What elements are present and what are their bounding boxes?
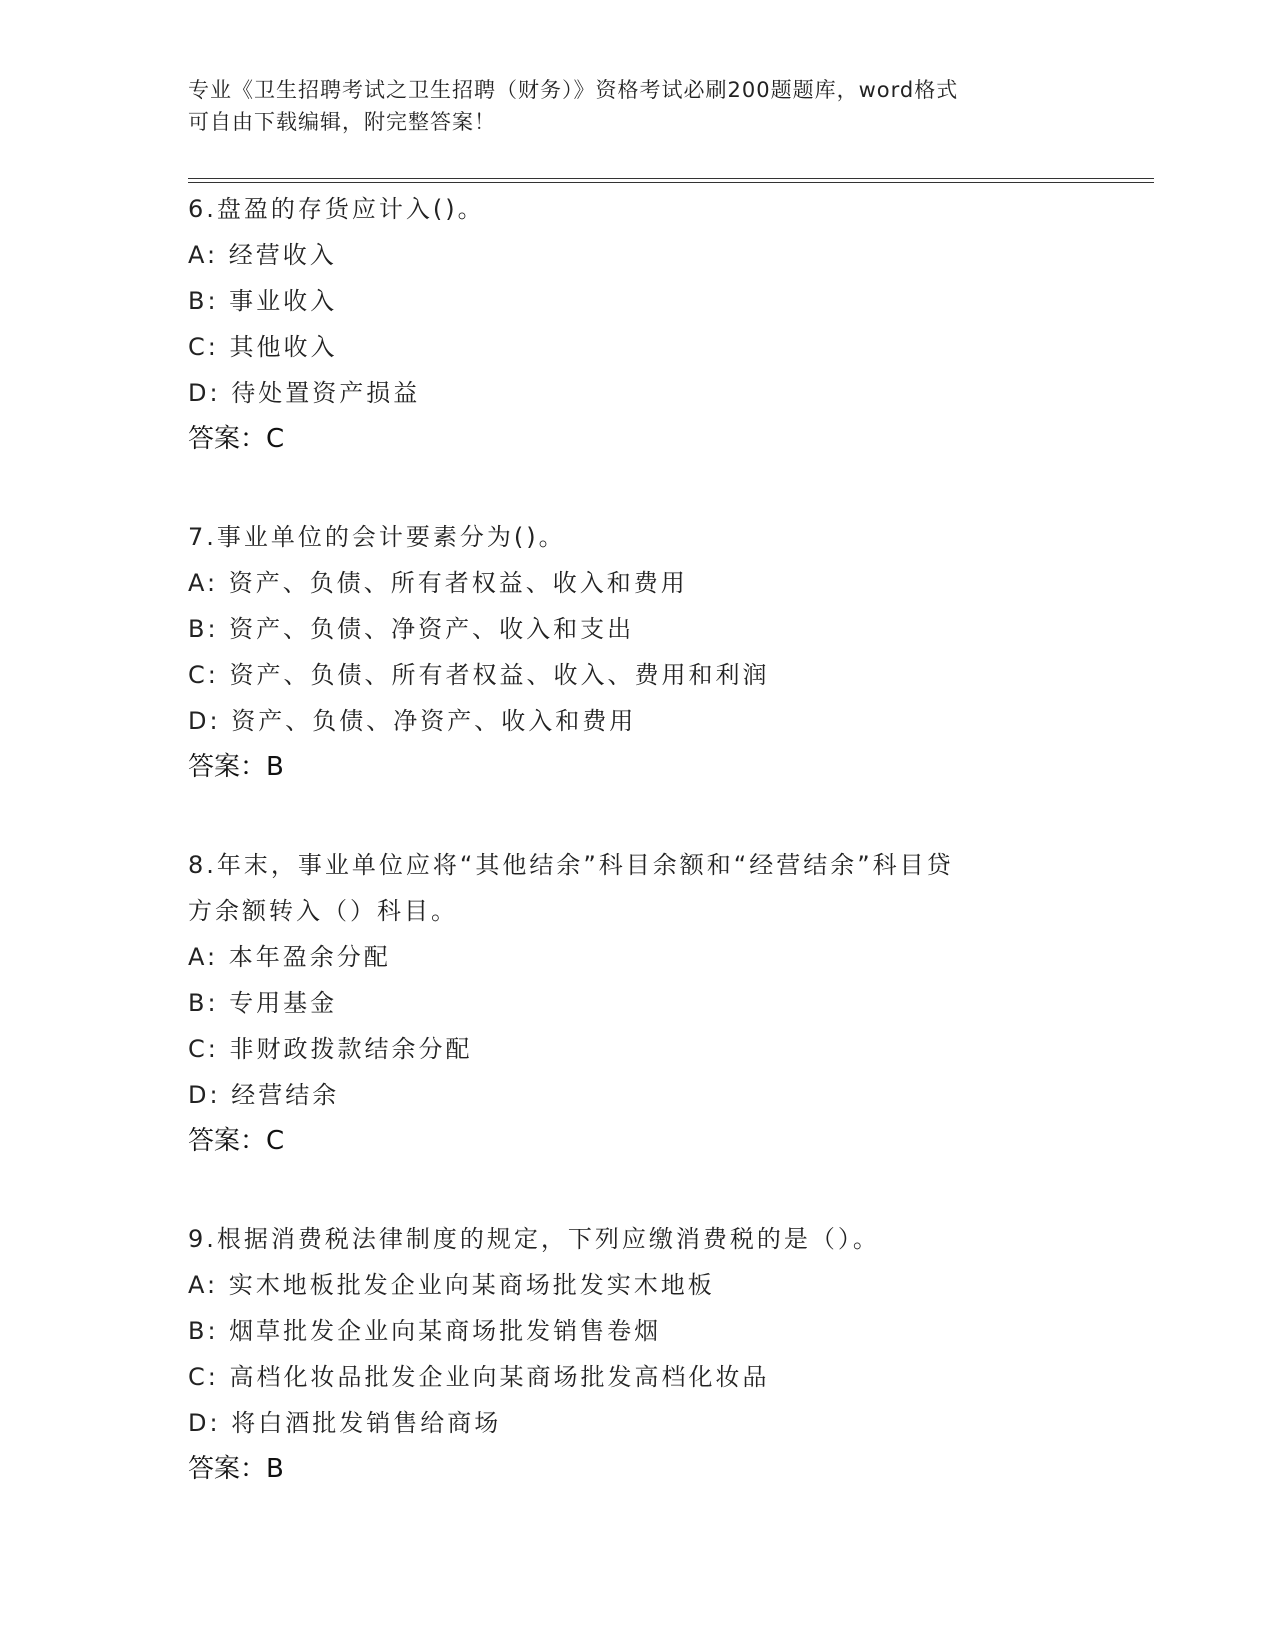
option-a: A: 资产、负债、所有者权益、收入和费用	[188, 569, 688, 597]
document-header	[188, 74, 1088, 138]
header-divider-top	[188, 178, 1154, 179]
question-stem	[188, 514, 1088, 560]
option-d: D: 经营结余	[188, 1081, 340, 1109]
header-line-1: 专业《卫生招聘考试之卫生招聘（财务）》资格考试必刷200题题库，word格式	[188, 78, 959, 102]
question-list	[188, 186, 1088, 1492]
option-a: A: 本年盈余分配	[188, 943, 391, 971]
option-c: C: 高档化妆品批发企业向某商场批发高档化妆品	[188, 1363, 770, 1391]
header-line-2: 可自由下载编辑，附完整答案！	[188, 110, 496, 134]
question-8	[188, 842, 1088, 1164]
option-b: B: 资产、负债、净资产、收入和支出	[188, 615, 635, 643]
option-d: D: 待处置资产损益	[188, 379, 421, 407]
question-stem-line: 8.年末，事业单位应将“其他结余”科目余额和“经营结余”科目贷	[188, 851, 954, 879]
option-b: B: 烟草批发企业向某商场批发销售卷烟	[188, 1317, 662, 1345]
option-b: B: 专用基金	[188, 989, 338, 1017]
question-stem-line: 方余额转入（）科目。	[188, 897, 458, 925]
answer: 答案：B	[188, 1454, 284, 1484]
question-stem-line: 7.事业单位的会计要素分为()。	[188, 523, 566, 551]
answer: 答案：B	[188, 752, 284, 782]
option-b: B: 事业收入	[188, 287, 338, 315]
question-stem-line: 6.盘盈的存货应计入()。	[188, 195, 485, 223]
option-c: C: 资产、负债、所有者权益、收入、费用和利润	[188, 661, 770, 689]
option-a: A: 实木地板批发企业向某商场批发实木地板	[188, 1271, 715, 1299]
question-stem-line: 9.根据消费税法律制度的规定，下列应缴消费税的是（）。	[188, 1225, 880, 1253]
option-c: C: 非财政拨款结余分配	[188, 1035, 473, 1063]
option-d: D: 将白酒批发销售给商场	[188, 1409, 502, 1437]
question-stem	[188, 1216, 1088, 1262]
question-6	[188, 186, 1088, 462]
header-divider-bottom	[188, 182, 1154, 183]
answer: 答案：C	[188, 1126, 285, 1156]
question-stem	[188, 842, 1088, 934]
question-7	[188, 514, 1088, 790]
answer: 答案：C	[188, 424, 285, 454]
option-c: C: 其他收入	[188, 333, 338, 361]
question-stem	[188, 186, 1088, 232]
option-d: D: 资产、负债、净资产、收入和费用	[188, 707, 637, 735]
question-9	[188, 1216, 1088, 1492]
option-a: A: 经营收入	[188, 241, 337, 269]
